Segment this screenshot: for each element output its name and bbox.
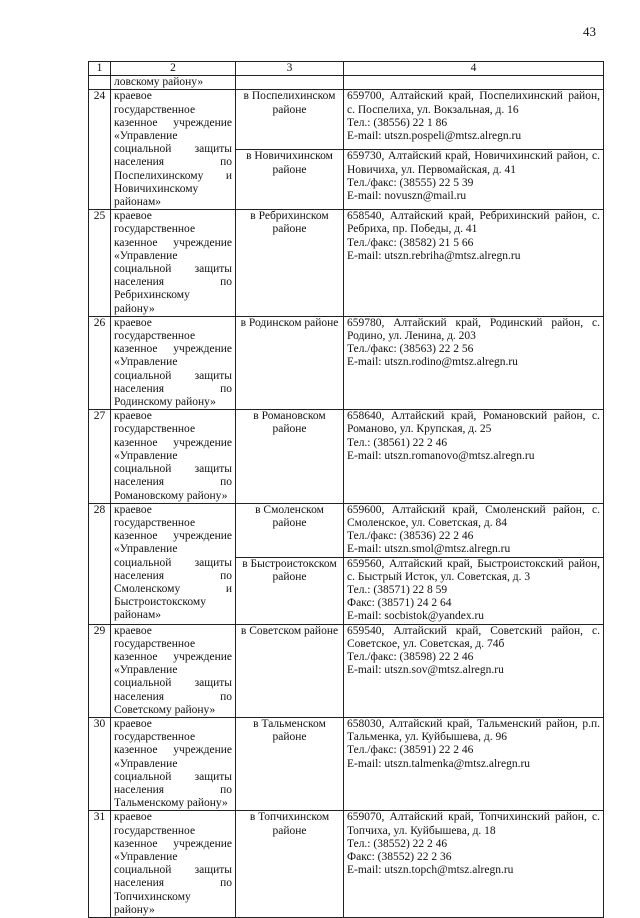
district-cell: в Новичихинском районе xyxy=(236,150,344,210)
table-header-row xyxy=(89,62,604,76)
table-row xyxy=(89,90,604,150)
table-row xyxy=(89,503,604,557)
entry-number: 28 xyxy=(89,503,111,624)
address-text: 658030, Алтайский край, Тальменский район, р.п. Тальменка, ул. Куйбышева, д. 96 xyxy=(347,717,603,744)
entry-number: 24 xyxy=(89,90,111,210)
phone-text: Тел./факс: (38555) 22 5 39 xyxy=(347,176,474,189)
header-col-2: 2 xyxy=(111,62,236,76)
address-text: 659730, Алтайский край, Новичихинский район, с. Новичиха, ул. Первомайская, д. 41 xyxy=(347,150,603,176)
district-cell: в Ребрихинском районе xyxy=(236,210,344,317)
contact-cell xyxy=(344,316,604,409)
phone-text: Тел./факс: (38582) 21 5 66 xyxy=(347,236,474,249)
address-text: 659540, Алтайский край, Советский район, с. Советское, ул. Советская, д. 74б xyxy=(347,624,603,650)
address-text: 659600, Алтайский край, Смоленский район, с. Смоленское, ул. Советская, д. 84 xyxy=(347,503,603,529)
continuation-org-cell: ловскому району» xyxy=(111,76,236,90)
continuation-num-cell xyxy=(89,76,111,90)
contact-cell xyxy=(344,503,604,557)
contact-cell xyxy=(344,410,604,503)
entry-number: 25 xyxy=(89,210,111,317)
continuation-district-cell xyxy=(236,76,344,90)
organization-name: краевое государственное казенное учреждение «Управление социальной защиты населения по Топчихинскому району» xyxy=(111,811,236,918)
address-text: 658540, Алтайский край, Ребрихинский район, с. Ребриха, пр. Победы, д. 41 xyxy=(347,210,603,236)
address-text: 658640, Алтайский край, Романовский район, с. Романово, ул. Крупская, д. 25 xyxy=(347,410,603,436)
entry-number: 29 xyxy=(89,624,111,717)
continuation-address-cell xyxy=(344,76,604,90)
table-row xyxy=(89,717,604,810)
contact-cell xyxy=(344,210,604,317)
email-text: E-mail: novuszn@mail.ru xyxy=(347,189,467,202)
district-cell: в Родинском районе xyxy=(236,316,344,409)
organization-name: краевое государственное казенное учреждение «Управление социальной защиты населения по Тальменскому району» xyxy=(111,717,236,810)
page-number: 43 xyxy=(583,24,596,39)
phone-text: Тел.: (38556) 22 1 86 xyxy=(347,116,448,129)
contact-cell xyxy=(344,557,604,624)
email-text: E-mail: utszn.rebriha@mtsz.alregn.ru xyxy=(347,249,521,262)
contact-cell xyxy=(344,624,604,717)
district-cell: в Топчихинском районе xyxy=(236,811,344,918)
organization-name: краевое государственное казенное учреждение «Управление социальной защиты населения по Родинскому району» xyxy=(111,316,236,409)
header-col-3: 3 xyxy=(236,62,344,76)
email-text: E-mail: utszn.topch@mtsz.alregn.ru xyxy=(347,864,514,877)
entry-number: 26 xyxy=(89,316,111,409)
phone-text: Тел./факс: (38563) 22 2 56 xyxy=(347,343,474,356)
address-text: 659560, Алтайский край, Быстроистокский район, с. Быстрый Исток, ул. Советская, д. 3 xyxy=(347,557,603,583)
district-cell: в Тальменском районе xyxy=(236,717,344,810)
phone-text: Тел.: (38552) 22 2 46 xyxy=(347,837,448,850)
table-row xyxy=(89,811,604,918)
institutions-table xyxy=(88,61,604,918)
phone-text: Тел.: (38561) 22 2 46 xyxy=(347,436,448,449)
organization-name: краевое государственное казенное учреждение «Управление социальной защиты населения по Советскому району» xyxy=(111,624,236,717)
table-row xyxy=(89,624,604,717)
email-text: E-mail: utszn.sov@mtsz.alregn.ru xyxy=(347,664,504,677)
email-text: E-mail: socbistok@yandex.ru xyxy=(347,610,485,623)
entry-number: 30 xyxy=(89,717,111,810)
phone-text: Тел.: (38571) 22 8 59 xyxy=(347,583,448,596)
contact-cell xyxy=(344,150,604,210)
entry-number: 27 xyxy=(89,410,111,503)
email-text: E-mail: utszn.rodino@mtsz.alregn.ru xyxy=(347,356,518,369)
organization-name: краевое государственное казенное учреждение «Управление социальной защиты населения по Поспелихинскому и Новичихинскому районам» xyxy=(111,90,236,210)
address-text: 659070, Алтайский край, Топчихинский район, с. Топчиха, ул. Куйбышева, д. 18 xyxy=(347,811,603,837)
district-cell: в Смоленском районе xyxy=(236,503,344,557)
table-row xyxy=(89,316,604,409)
table-row xyxy=(89,410,604,503)
header-col-4: 4 xyxy=(344,62,604,76)
contact-cell xyxy=(344,811,604,918)
phone-text: Тел./факс: (38598) 22 2 46 xyxy=(347,650,474,663)
email-text: E-mail: utszn.romanovo@mtsz.alregn.ru xyxy=(347,449,535,462)
fax-text: Факс: (38552) 22 2 36 xyxy=(347,850,452,863)
continuation-row xyxy=(89,76,604,90)
contact-cell xyxy=(344,717,604,810)
organization-name: краевое государственное казенное учреждение «Управление социальной защиты населения по Смоленскому и Быстроистокскому районам» xyxy=(111,503,236,624)
district-cell: в Быстроистокском районе xyxy=(236,557,344,624)
address-text: 659700, Алтайский край, Поспелихинский район, с. Поспелиха, ул. Вокзальная, д. 16 xyxy=(347,90,603,116)
district-cell: в Романовском районе xyxy=(236,410,344,503)
district-cell: в Поспелихинском районе xyxy=(236,90,344,150)
email-text: E-mail: utszn.talmenka@mtsz.alregn.ru xyxy=(347,757,531,770)
district-cell: в Советском районе xyxy=(236,624,344,717)
contact-cell xyxy=(344,90,604,150)
phone-text: Тел./факс: (38536) 22 2 46 xyxy=(347,530,474,543)
organization-name: краевое государственное казенное учреждение «Управление социальной защиты населения по Романовскому району» xyxy=(111,410,236,503)
header-col-1: 1 xyxy=(89,62,111,76)
address-text: 659780, Алтайский край, Родинский район, с. Родино, ул. Ленина, д. 203 xyxy=(347,316,603,343)
fax-text: Факс: (38571) 24 2 64 xyxy=(347,597,452,610)
email-text: E-mail: utszn.pospeli@mtsz.alregn.ru xyxy=(347,130,522,143)
phone-text: Тел./факс: (38591) 22 2 46 xyxy=(347,744,474,757)
email-text: E-mail: utszn.smol@mtsz.alregn.ru xyxy=(347,543,511,556)
entry-number: 31 xyxy=(89,811,111,918)
table-row xyxy=(89,210,604,317)
organization-name: краевое государственное казенное учреждение «Управление социальной защиты населения по Ребрихинскому району» xyxy=(111,210,236,317)
